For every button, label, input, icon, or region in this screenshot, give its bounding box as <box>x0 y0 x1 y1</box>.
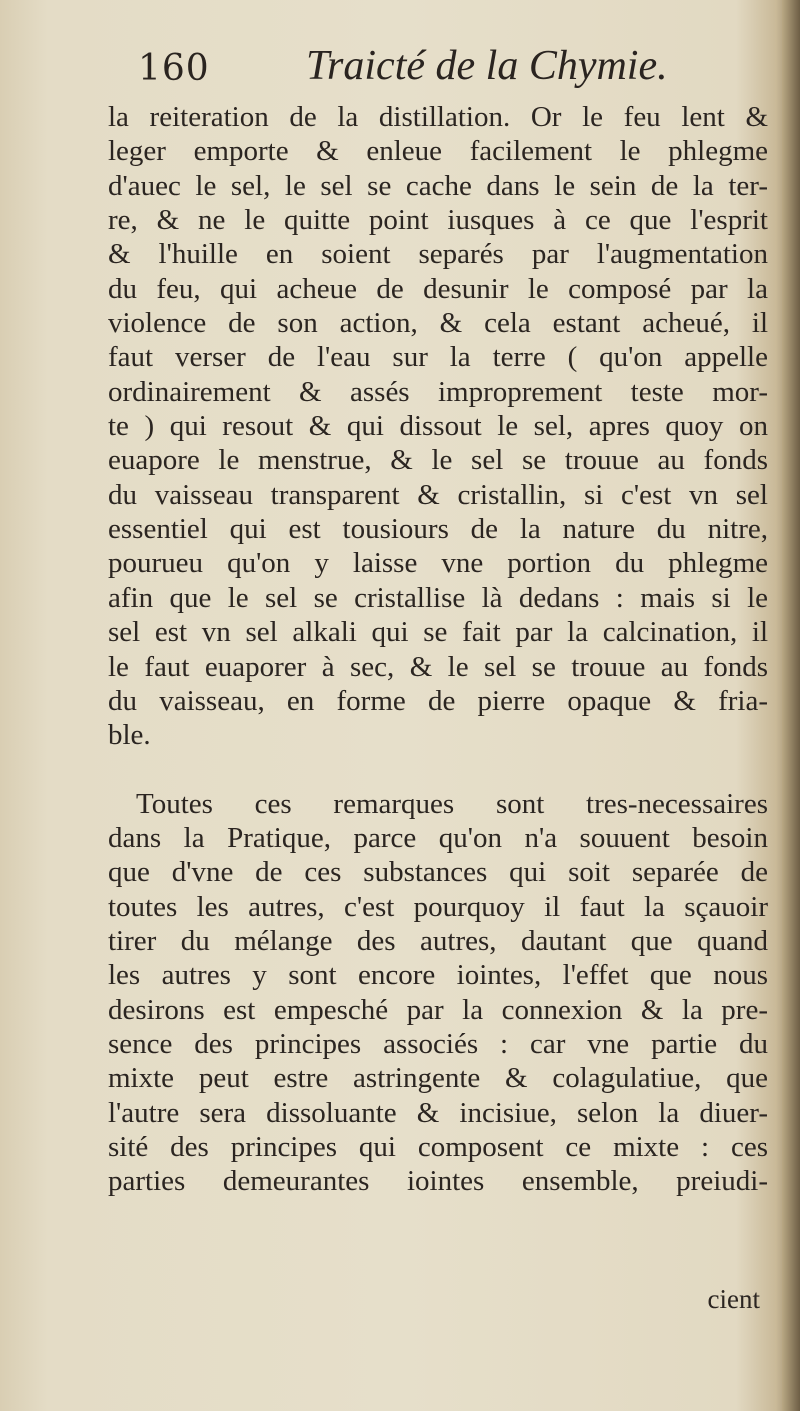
text-line: essentiel qui est tousiours de la nature du nitre, <box>108 513 768 546</box>
text-line: & l'huille en soient separés par l'augmentation <box>108 238 768 271</box>
text-line: faut verser de l'eau sur la terre ( qu'on appelle <box>108 341 768 374</box>
text-line: pourueu qu'on y laisse vne portion du phlegme <box>108 547 768 580</box>
text-line: re, & ne le quitte point iusques à ce que l'esprit <box>108 204 768 237</box>
text-line: sence des principes associés : car vne partie du <box>108 1027 768 1060</box>
text-line: du vaisseau, en forme de pierre opaque & fria- <box>108 684 768 717</box>
running-title: Traicté de la Chymie. <box>306 43 668 89</box>
text-line: violence de son action, & cela estant acheué, il <box>108 307 768 340</box>
page-header <box>138 38 698 102</box>
text-line: leger emporte & enleue facilement le phlegme <box>108 135 768 168</box>
body-text <box>108 100 768 1199</box>
page-number: 160 <box>138 48 210 89</box>
paragraph-2 <box>108 787 768 1199</box>
text-line: le faut euaporer à sec, & le sel se trouue au fonds <box>108 650 768 683</box>
text-line: toutes les autres, c'est pourquoy il faut la sçauoir <box>108 890 768 923</box>
text-line: que d'vne de ces substances qui soit separée de <box>108 856 768 889</box>
text-line: desirons est empesché par la connexion & la pre- <box>108 993 768 1026</box>
text-line: du vaisseau transparent & cristallin, si c'est vn sel <box>108 478 768 511</box>
page-edge-shadow <box>782 0 800 1411</box>
text-line: la reiteration de la distillation. Or le feu lent & <box>108 101 768 133</box>
text-line: sel est vn sel alkali qui se fait par la calcination, il <box>108 616 768 649</box>
text-line: ordinairement & assés improprement teste mor- <box>108 375 768 408</box>
text-line: mixte peut estre astringente & colagulatiue, que <box>108 1062 768 1095</box>
text-line: euapore le menstrue, & le sel se trouue au fonds <box>108 444 768 477</box>
text-line: te ) qui resout & qui dissout le sel, apres quoy on <box>108 410 768 443</box>
text-line: sité des principes qui composent ce mixte : ces <box>108 1130 768 1163</box>
text-line: ble. <box>108 719 151 752</box>
catchword: cient <box>707 1284 760 1314</box>
text-line: du feu, qui acheue de desunir le composé par la <box>108 272 768 305</box>
text-line: tirer du mélange des autres, dautant que quand <box>108 924 768 957</box>
text-line: d'auec le sel, le sel se cache dans le sein de la ter- <box>108 169 768 202</box>
text-line: parties demeurantes iointes ensemble, preiudi- <box>108 1165 768 1198</box>
text-line: Toutes ces remarques sont tres-necessaires <box>136 787 768 820</box>
text-line: l'autre sera dissoluante & incisiue, selon la diuer- <box>108 1096 768 1129</box>
paragraph-1 <box>108 100 768 753</box>
paragraph-gap <box>108 753 768 787</box>
text-line: les autres y sont encore iointes, l'effet que nous <box>108 959 768 992</box>
text-line: dans la Pratique, parce qu'on n'a souuent besoin <box>108 821 768 854</box>
text-line: afin que le sel se cristallise là dedans : mais si le <box>108 581 768 614</box>
